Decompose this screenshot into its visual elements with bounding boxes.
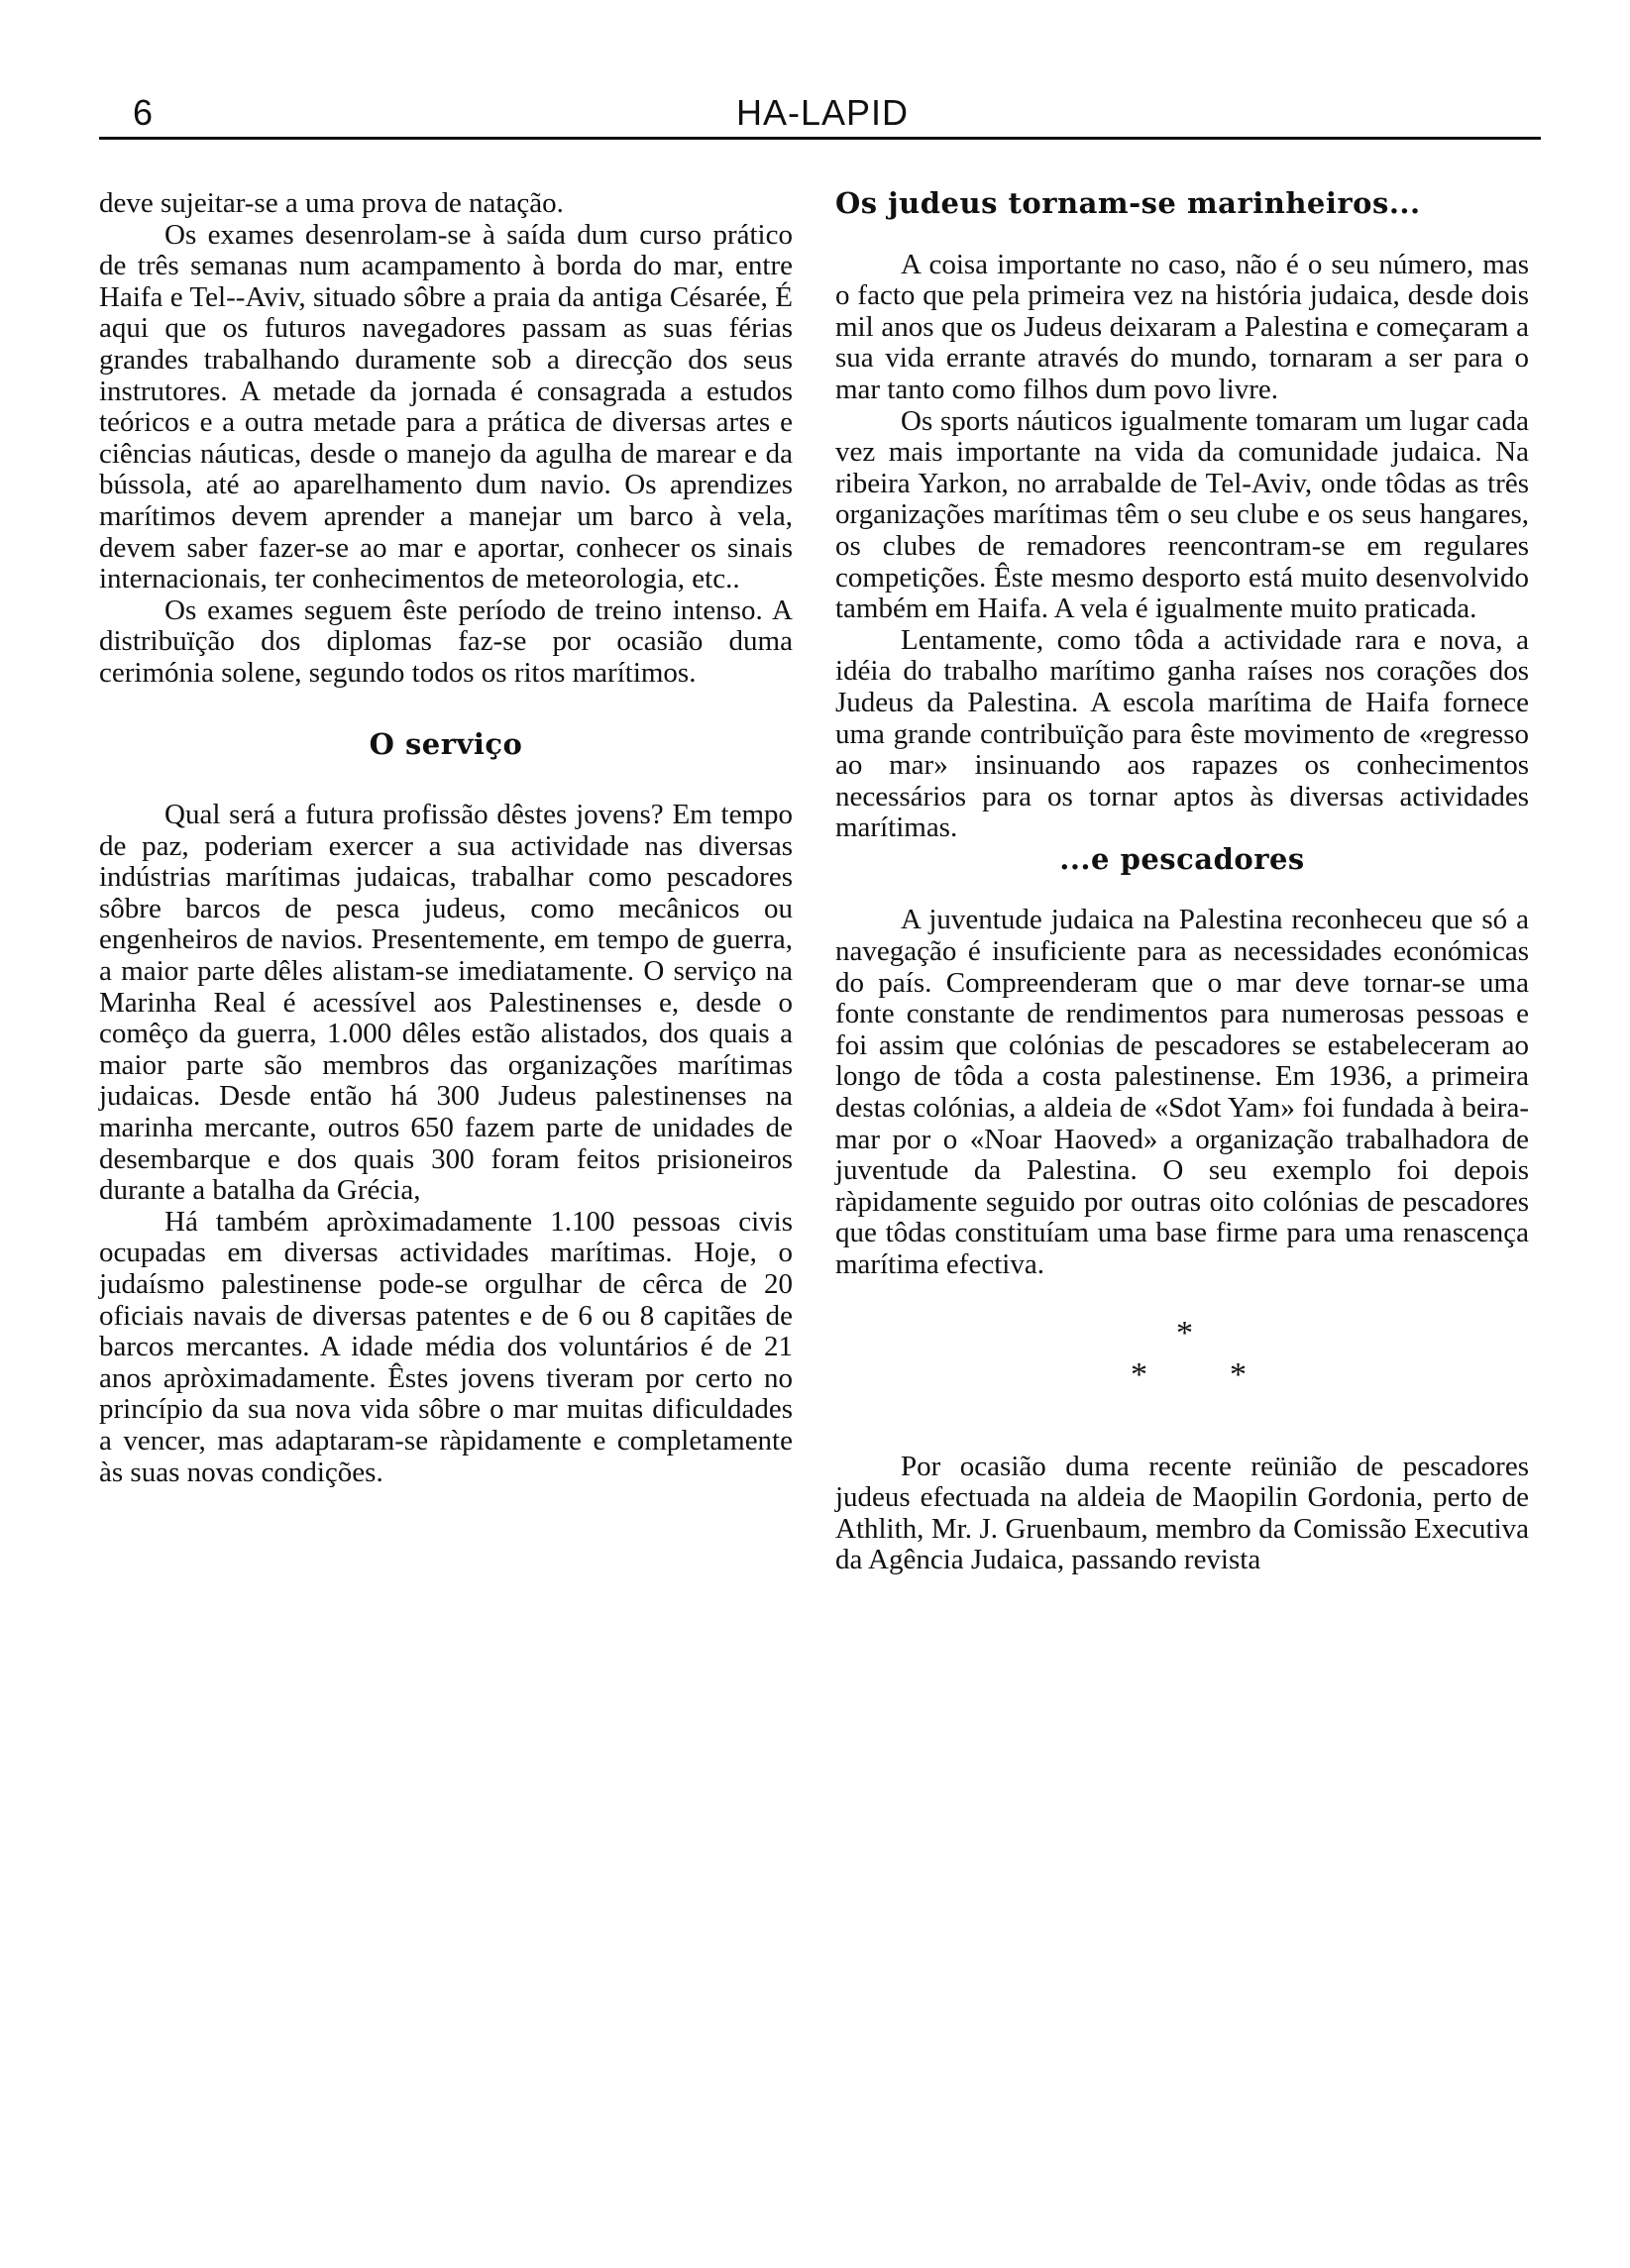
spacer (99, 690, 793, 729)
paragraph: Lentamente, como tôda a actividade rara e nova, a idéia do trabalho marítimo ganha raíses nos corações dos Judeus da Palestina. A escola marítima de Haifa fornece uma grande contribuïção para êste movimento de «regresso ao mar» insinuando aos rapazes os conhecimentos necessários para os tornar aptos às diversas actividades marítimas. (835, 623, 1529, 844)
paragraph: A coisa importante no caso, não é o seu número, mas o facto que pela primeira vez na história judaica, desde dois mil anos que os Judeus deixaram a Palestina e começaram a sua vida errante através do mundo, tornaram a ser para o mar tanto como filhos dum povo livre. (835, 248, 1529, 405)
section-heading: O serviço (369, 726, 523, 761)
paragraph: A juventude judaica na Palestina reconheceu que só a navegação é insuficiente para as necessidades económicas do país. Compreenderam que o mar deve tornar-se uma fonte constante de rendimentos para numerosas pessoas e foi assim que colónias de pescadores se estabeleceram ao longo de tôda a costa palestinense. Em 1936, a primeira destas colónias, a aldeia de «Sdot Yam» foi fundada à beira-mar por o «Noar Haoved» a organização trabalhadora de juventude da Palestina. O seu exemplo foi depois ràpidamente seguido por outras oito colónias de pescadores que tôdas constituíam uma base firme para uma renascença marítima efectiva. (835, 904, 1529, 1280)
section-heading: ...e pescadores (1059, 841, 1305, 876)
spacer (99, 760, 793, 800)
spacer (835, 875, 1529, 905)
page-header (99, 91, 1546, 139)
paragraph: Por ocasião duma recente reünião de pescadores judeus efectuada na aldeia de Maopilin Gordonia, perto de Athlith, Mr. J. Gruenbaum, membro da Comissão Executiva da Agência Judaica, passando revista (835, 1450, 1529, 1576)
paragraph: Há também apròximadamente 1.100 pessoas civis ocupadas em diversas actividades marítimas. Hoje, o judaísmo palestinense pode-se orgulhar de cêrca de 20 oficiais navais de diversas patentes e de 6 ou 8 capitães de barcos mercantes. A idade média dos voluntários é de 21 anos apròximadamente. Êstes jovens tiveram por certo no princípio da sua nova vida sôbre o mar muitas dificuldades a vencer, mas adaptaram-se ràpidamente e completamente às suas novas condições. (99, 1205, 793, 1488)
paragraph: Os exames seguem êste período de treino intenso. A distribuïção dos diplomas faz-se por ocasião duma cerimónia solene, segundo todos os ritos marítimos. (99, 594, 793, 689)
journal-title: HA-LAPID (735, 92, 910, 133)
star-mark: * (1230, 1355, 1247, 1393)
paragraph: Qual será a futura profissão dêstes jovens? Em tempo de paz, poderiam exercer a sua actividade nas diversas indústrias marítimas judaicas, trabalhar como pescadores sôbre barcos de pesca judeus, como mecânicos ou engenheiros de navios. Presentemente, em tempo de guerra, a maior parte dêles alistam-se imediatamente. O serviço na Marinha Real é acessível aos Palestinenses e, desde o comêço da guerra, 1.000 dêles estão alistados, dos quais a maior parte são membros das organizações marítimas judaicas. Desde então há 300 Judeus palestinenses na marinha mercante, outros 650 fazem parte de unidades de desembarque e dos quais 300 foram feitos prisioneiros durante a batalha da Grécia, (99, 799, 793, 1207)
spacer (835, 220, 1529, 250)
paragraph: Os sports náuticos igualmente tomaram um lugar cada vez mais importante na vida da comunidade judaica. Na ribeira Yarkon, no arrabalde de Tel-Aviv, onde tôdas as três organizações marítimas têm o seu clube e os seus hangares, os clubes de remadores reencontram-se em regulares competições. Êste mesmo desporto está muito desenvolvido também em Haifa. A vela é igualmente muito praticada. (835, 404, 1529, 625)
paragraph: Os exames desenrolam-se à saída dum curso prático de três semanas num acampamento à borda do mar, entre Haifa e Tel--Aviv, situado sôbre a praia da antiga Césarée, É aqui que os futuros navegadores passam as suas férias grandes trabalhando duramente sob a direcção dos seus instrutores. A metade da jornada é consagrada a estudos teóricos e a outra metade para a prática de diversas artes e ciências náuticas, desde o manejo da agulha de marear e da bússola, até ao aparelhamento dum navio. Os aprendizes marítimos devem aprender a manejar um barco à vela, devem saber fazer-se ao mar e aportar, conhecer os sinais internacionais, ter conhecimentos de meteorologia, etc.. (99, 218, 793, 595)
star-mark: * (1176, 1314, 1193, 1351)
right-column (835, 188, 1529, 1576)
header-rule (99, 137, 1541, 140)
page-number: 6 (133, 92, 154, 133)
paragraph: deve sujeitar-se a uma prova de natação. (99, 187, 564, 219)
asterism-separator (835, 1314, 1529, 1394)
star-mark: * (1131, 1355, 1147, 1393)
section-heading: Os judeus tornam-se marinheiros... (835, 186, 1421, 220)
left-column (99, 188, 793, 1488)
